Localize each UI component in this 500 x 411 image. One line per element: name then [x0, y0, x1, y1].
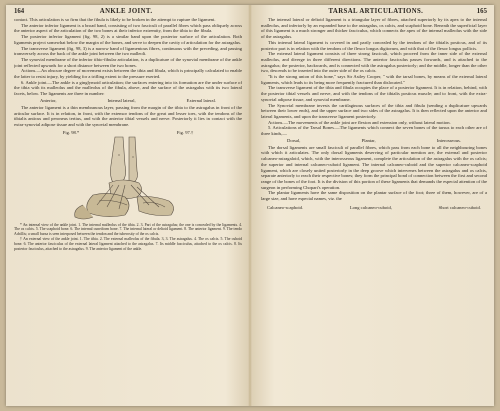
paragraph: The transverse ligament (fig. 98, 3) is a narrow band of ligamentous fibres, continuous with the preceding, and passing transversely across the back of the ankle joint between the two malleoli.	[14, 45, 242, 57]
list-item: Anterior,	[40, 97, 57, 103]
left-page	[14, 8, 242, 402]
running-title: TARSAL ARTICULATIONS.	[328, 8, 424, 15]
plantar-ligament-list	[261, 204, 487, 212]
running-head	[261, 8, 487, 17]
right-page	[261, 8, 487, 402]
paragraph: The plantar ligaments have the same disposition on the plantar surface of the foot; three of them, however, are of a large size, and have especial names, viz. the	[261, 190, 487, 202]
paragraph: 5. Articulations of the Tarsal Bones.—The ligaments which connect the seven bones of the tarsus to each other are of three kinds,—	[261, 125, 487, 137]
paragraph: The anterior ligament is a thin membranous layer, passing from the margin of the tibia to the astragalus in front of the articular surface. It is in relation, in front, with the extensor tendons of the great and lesser toes, with the tendons of the tibialis anticus and peroneus tertius, and with the anterior tibial vessels and nerve. Posteriorly it lies in contact with the extra-synovial adipose tissue and with the synovial membrane.	[14, 104, 242, 127]
paragraph: The external lateral ligament consists of three strong fasciculi, which proceed from the inner side of the external malleolus, and diverge in three different directions. The anterior fasciculus passes forwards, and is attached to the astragalus; the posterior, backwards, and is connected with the astragalus posteriorly; and the middle, longer than the other two, descends to be inserted into the outer side of the os calcis.	[261, 51, 487, 74]
book-spread	[6, 5, 494, 406]
figure-label: Fig. 97.†	[176, 129, 194, 135]
list-item: Short calcaneo-cuboid.	[438, 204, 481, 210]
page-number: 165	[476, 8, 487, 15]
list-item: External lateral.	[186, 97, 216, 103]
paragraph: "It is the strong union of this bone," says Sir Astley Cooper, " with the tarsal bones, by means of the external lateral ligaments, which leads to its being more frequently fractured than dislocated."	[261, 74, 487, 85]
paragraph: Actions.—An obscure degree of movement exists between the tibia and fibula, which is principally calculated to enable the latter to resist injury, by yielding for a trifling extent to the pressure exerted.	[14, 68, 242, 80]
paragraph: The dorsal ligaments are small fasciculi of parallel fibres, which pass from each bone to all the neighbouring bones with which it articulates. The only dorsal ligaments deserving of particular mention are, the external and posterior calcaneo-astragaloid, which, with the interosseous ligament, complete the articulation of the astragalus with the os calcis; the superior and internal calcaneo-cuboid ligament. The internal calcaneo-cuboid and the superior calcaneo-scaphoid ligament, which are closely united posteriorly in the deep groove which intervenes between the astragalus and os calcis, separate anteriorly to reach their respective bones; they form the principal bond of connection between the first and second range of the bones of the foot. It is the division of this portion of these ligaments that demands the especial attention of the surgeon in performing Chopart's operation.	[261, 144, 487, 190]
paragraph: The transverse ligament of the tibia and fibula occupies the place of a posterior ligament. It is in relation, behind, with the posterior tibial vessels and nerve, and with the tendons of the tibialis posticus muscle; and to front, with the extra-synovial adipose tissue, and synovial membrane.	[261, 85, 487, 102]
ankle-joint-engraving	[53, 135, 203, 223]
figure-caption	[14, 223, 242, 252]
left-body-text	[14, 17, 242, 128]
paragraph: The internal lateral or deltoid ligament is a triangular layer of fibres, attached superiorly by its apex to the internal malleolus, and inferiorly by an expanded base to the astragalus, os calcis, and scaphoid bone. Beneath the superficial layer of this ligament is a much stronger and thicker fasciculus, which connects the apex of the internal malleolus with the side of the astragalus.	[261, 17, 487, 40]
caption-paragraph: † An external view of the ankle joint. 1. The tibia. 2. The external malleolus of the fibula. 3, 3. The astragalus. 4. The os calcis. 5. The cuboid bone. 6. The anterior fasciculus of the external lateral ligament attached to the astragalus. 7. Its middle fasciculus, attached to the os calcis. 8. Its posterior fasciculus, attached to the astragalus. 9. The anterior ligament of the ankle.	[14, 237, 242, 251]
page-number: 164	[14, 8, 25, 15]
ankle-illustration	[53, 135, 203, 223]
running-head	[14, 8, 242, 17]
paragraph: Actions.—The movements of the ankle joint are flexion and extension only, without lateral motion.	[268, 119, 451, 125]
paragraph: This internal lateral ligament is covered in and partly concealed by the tendons of the tibialis posticus, and of its posterior part is in relation with the tendons of the flexor longus digitorum, and with that of the flexor longus pollicis.	[261, 39, 487, 51]
caption-paragraph: * An internal view of the ankle joint. 1. The internal malleolus of the tibia. 2. 3. Part of the astragalus; the one is concealed by the ligaments. 4. The os calcis. 5. The scaphoid bone. 6. The internal cuneiform bone. 7. The internal lateral or deltoid ligament. 8. The anterior ligament. 9. The tendo Achillis; a small bursa is seen interposed between the tendon and the tuberosity of the os calcis.	[14, 222, 242, 237]
paragraph: The Synovial membrane invests the cartilaginous surfaces of the tibia and fibula (sending a duplicature upwards between their lower ends), and the upper surface and two sides of the astragalus. It is then reflected upon the anterior and lateral ligaments, and upon the transverse ligament posteriorly.	[261, 102, 487, 119]
paragraph: contact. This articulation is so firm that the fibula is likely to be broken in the attempt to rupture the ligament.	[14, 17, 216, 22]
figure-label: Fig. 98.*	[62, 129, 80, 135]
list-item: Internal lateral,	[107, 97, 136, 103]
paragraph: The anterior inferior ligament is a broad band, consisting of two fasciculi of parallel fibres which pass obliquely across the anterior aspect of the articulation of the two bones at their inferior extremity, from the tibia to the fibula.	[14, 22, 242, 34]
right-body-text	[261, 17, 487, 212]
ligament-kinds-list	[261, 137, 487, 145]
list-item: Calcaneo-scaphoid.	[267, 204, 304, 210]
list-item: Plantar,	[361, 137, 376, 143]
list-item: Interosseous.	[436, 137, 461, 143]
paragraph: The posterior inferior ligament (fig. 98, 2) is a similar band upon the posterior surface of the articulation. Both ligaments project somewhat below the margin of the bones, and serve to deepen the cavity of articulation for the astragalus.	[14, 34, 242, 45]
running-title: ANKLE JOINT.	[99, 8, 153, 15]
paragraph: 6. Ankle joint.—The ankle is a ginglymoid articulation; the surfaces entering into its formation are the under surface of the tibia with its malleolus and the malleolus of the fibula, above, and the surface of the astragalus with its two lateral facets, below. The ligaments are three in number:	[14, 79, 242, 97]
paragraph: The synovial membrane of the inferior tibio-fibular articulation, is a duplicature of the synovial membrane of the ankle joint reflected upwards for a short distance between the two bones.	[14, 56, 242, 68]
list-item: Dorsal,	[287, 137, 301, 143]
list-item: Long calcaneo-cuboid,	[349, 204, 392, 210]
ligament-list	[14, 97, 242, 105]
